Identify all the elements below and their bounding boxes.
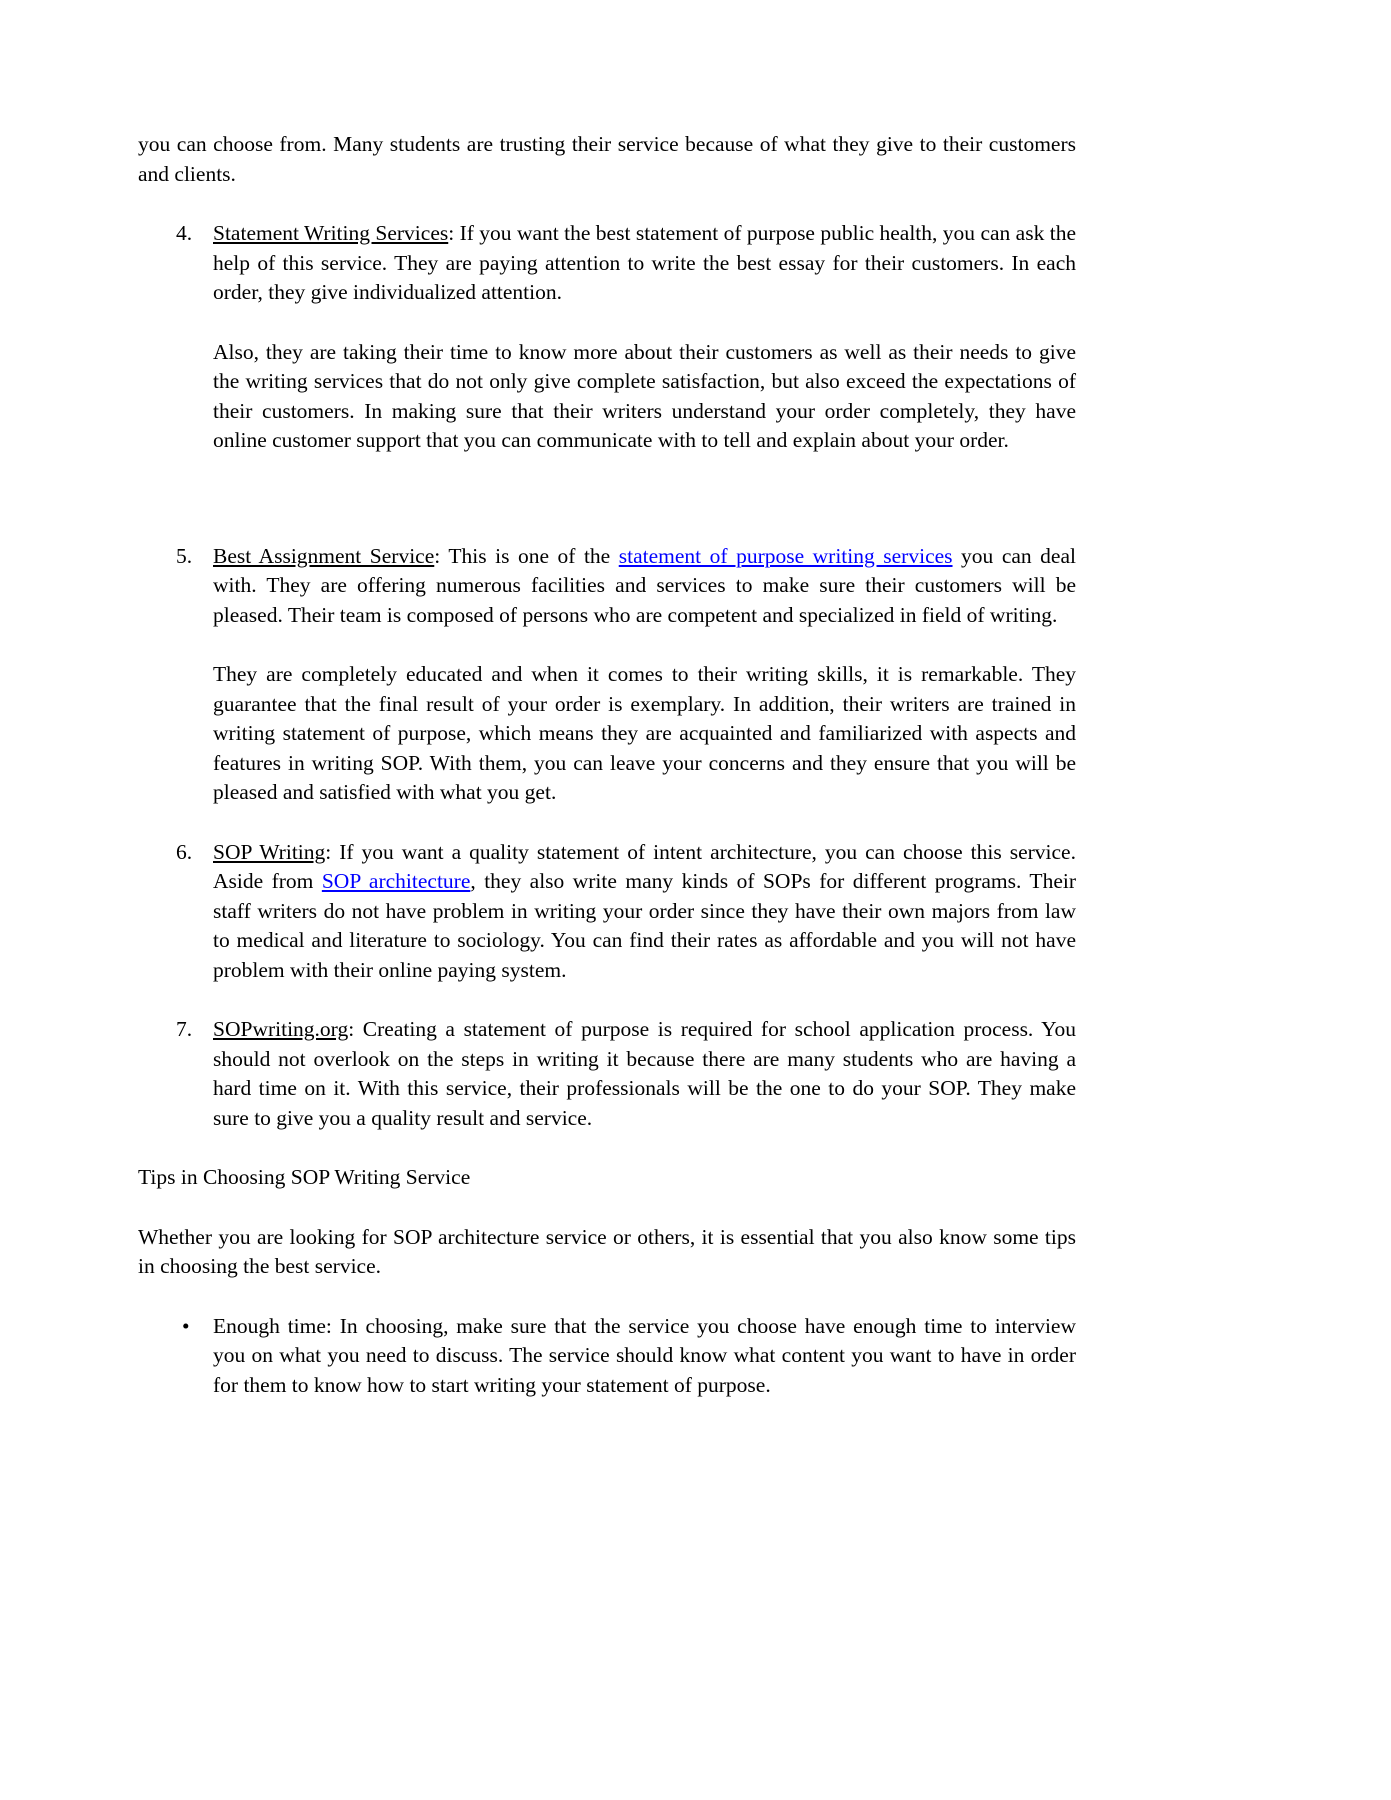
list-item-6-text	[213, 838, 1076, 986]
list-item-6-body-before-link: : If you want a quality statement of intent architecture, you can choose this service. Aside from	[213, 839, 1076, 893]
bullet-marker-icon: •	[182, 1313, 190, 1338]
spacer	[138, 630, 1076, 660]
bullet-item-enough-time	[138, 1312, 1076, 1401]
list-item-4	[138, 219, 1076, 308]
list-item-6	[138, 838, 1076, 986]
service-name-7: SOPwriting.org	[213, 1017, 349, 1041]
spacer	[138, 189, 1076, 219]
spacer	[138, 985, 1076, 1015]
list-item-5	[138, 542, 1076, 631]
paragraph-item5-followup: They are completely educated and when it comes to their writing skills, it is remarkable. They guarantee that the final result of your order is exemplary. In addition, their writers are trained in writing statement of purpose, which means they are acquainted and familiarized with aspects and features in writing SOP. With them, you can leave your concerns and they ensure that you will be pleased and satisfied with what you get.	[213, 662, 1076, 804]
list-item-4-text	[213, 219, 1076, 308]
list-item-5-body-before-link: : This is one of the	[434, 543, 619, 568]
bullet-label-enough-time: Enough time	[213, 1313, 326, 1338]
bullet-body-enough-time: : In choosing, make sure that the service you choose have enough time to interview you on what you need to discuss. The service should know what content you want to have in order for them to know how to start writing your statement of purpose.	[213, 1313, 1076, 1397]
list-item-5-body-after-link: you can deal with. They are offering numerous facilities and services to make sure their customers will be pleased. Their team is composed of persons who are competent and specialized in field of writing.	[213, 543, 1076, 627]
list-marker-7: 7.	[176, 1017, 193, 1041]
document-body	[138, 130, 1076, 1400]
service-name-6: SOP Writing	[213, 839, 326, 864]
spacer	[138, 1282, 1076, 1312]
list-marker-5: 5.	[176, 543, 193, 568]
paragraph-tips-intro: Whether you are looking for SOP architecture service or others, it is essential that you also know some tips in choosing the best service.	[138, 1224, 1076, 1278]
spacer	[138, 456, 1076, 542]
link-sop-architecture[interactable]: SOP architecture	[321, 869, 471, 893]
list-item-5-text	[213, 542, 1076, 631]
paragraph-item4-followup: Also, they are taking their time to know more about their customers as well as their needs to give the writing services that do not only give complete satisfaction, but also exceed the expectations of their customers. In making sure that their writers understand your order completely, they have online customer support that you can communicate with to tell and explain about your order.	[213, 339, 1076, 452]
spacer	[138, 808, 1076, 838]
spacer	[138, 1133, 1076, 1163]
list-marker-6: 6.	[176, 839, 193, 864]
list-marker-4: 4.	[176, 221, 193, 245]
list-item-7	[138, 1015, 1076, 1133]
link-statement-of-purpose-writing-services[interactable]: statement of purpose writing services	[618, 543, 953, 568]
spacer	[138, 1193, 1076, 1223]
list-item-7-body: : Creating a statement of purpose is required for school application process. You should not overlook on the steps in writing it because there are many students who are having a hard time on it. With this service, their professionals will be the one to do your SOP. They make sure to give you a quality result and service.	[213, 1017, 1076, 1130]
service-name-5: Best Assignment Service	[213, 543, 435, 568]
bullet-item-enough-time-text	[213, 1312, 1076, 1401]
list-item-6-body-after-link: , they also write many kinds of SOPs for different programs. Their staff writers do not have problem in writing your order since they have their own majors from law to medical and literature to sociology. You can find their rates as affordable and you will not have problem with their online paying system.	[213, 869, 1076, 982]
service-name-4: Statement Writing Services	[213, 221, 449, 245]
paragraph-intro-continuation: you can choose from. Many students are trusting their service because of what they give to their customers and clients.	[138, 132, 1076, 186]
list-item-7-text	[213, 1015, 1076, 1133]
section-heading-tips: Tips in Choosing SOP Writing Service	[138, 1165, 471, 1189]
spacer	[138, 308, 1076, 338]
list-item-4-body: : If you want the best statement of purpose public health, you can ask the help of this service. They are paying attention to write the best essay for their customers. In each order, they give individualized attention.	[213, 221, 1076, 304]
